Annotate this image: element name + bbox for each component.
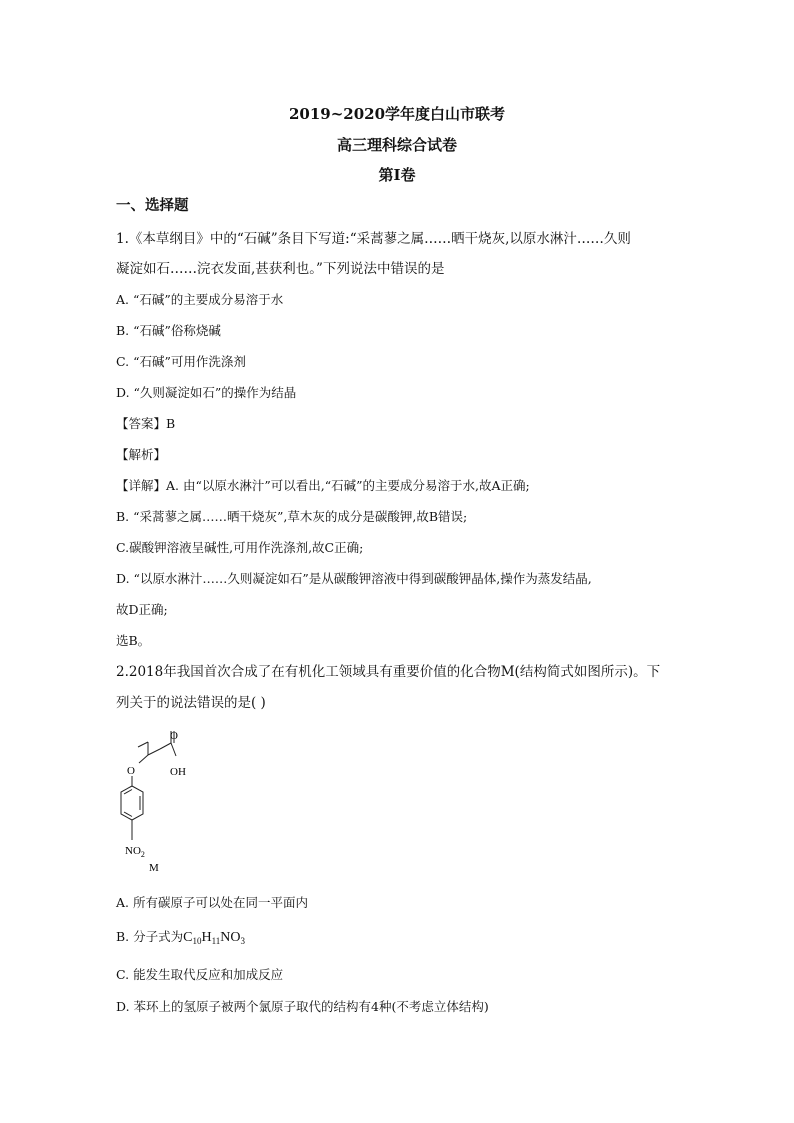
q2-stem-line2: 列关于的说法错误的是( )	[116, 695, 266, 711]
q2-option-a: A. 所有碳原子可以处在同一平面内	[116, 895, 308, 910]
q1-stem-line1: 1.《本草纲目》中的“石碱”条目下写道:“采蒿蓼之属……晒干烧灰,以原水淋汁……久则	[116, 231, 631, 247]
q2-stem-line1: 2.2018年我国首次合成了在有机化工领域具有重要价值的化合物M(结构简式如图所示)。下	[116, 664, 661, 680]
q2-option-b	[116, 928, 245, 950]
q2-option-b-prefix: B. 分子式为	[116, 929, 184, 944]
q1-stem-line2: 凝淀如石……浣衣发面,甚获利也。”下列说法中错误的是	[116, 261, 445, 277]
q1-detail-line: 故D正确;	[116, 602, 168, 617]
exam-subtitle: 高三理科综合试卷	[336, 136, 457, 154]
q1-detail-line: D. “以原水淋汁……久则凝淀如石”是从碳酸钾溶液中得到碳酸钾晶体,操作为蒸发结晶,	[116, 571, 592, 586]
q1-detail-line: 选B。	[116, 633, 151, 648]
exam-title: 2019~2020学年度白山市联考	[288, 105, 506, 123]
q2-option-d: D. 苯环上的氢原子被两个氯原子取代的结构有4种(不考虑立体结构)	[116, 999, 489, 1014]
q1-analysis-label: 【解析】	[116, 447, 167, 462]
q1-answer: 【答案】B	[116, 416, 176, 431]
q1-detail-line: C.碳酸钾溶液呈碱性,可用作洗涤剂,故C正确;	[116, 540, 364, 555]
hydroxyl-label: OH	[170, 766, 186, 778]
q1-option-c: C. “石碱”可用作洗涤剂	[116, 354, 246, 369]
q1-option-d: D. “久则凝淀如石”的操作为结晶	[116, 385, 297, 400]
q1-option-a: A. “石碱”的主要成分易溶于水	[116, 292, 284, 307]
q2-option-c: C. 能发生取代反应和加成反应	[116, 967, 284, 982]
q1-detail-line: B. “采蒿蓼之属……晒干烧灰”,草木灰的成分是碳酸钾,故B错误;	[116, 509, 468, 524]
volume-heading: 第Ⅰ卷	[378, 166, 416, 184]
q1-detail-line: 【详解】A. 由“以原水淋汁”可以看出,“石碱”的主要成分易溶于水,故A正确;	[116, 478, 530, 493]
nitro-group-label: $NO_2$	[125, 845, 145, 859]
section-heading: 一、选择题	[116, 197, 189, 214]
q1-option-b: B. “石碱”俗称烧碱	[116, 323, 221, 338]
compound-name-label: M	[149, 862, 159, 874]
carbonyl-o-label: O	[170, 730, 178, 742]
ether-o-label: O	[127, 765, 135, 777]
molecular-formula: $C_{10}H_{11}NO_3$	[183, 930, 246, 946]
compound-m-structure	[112, 728, 202, 878]
